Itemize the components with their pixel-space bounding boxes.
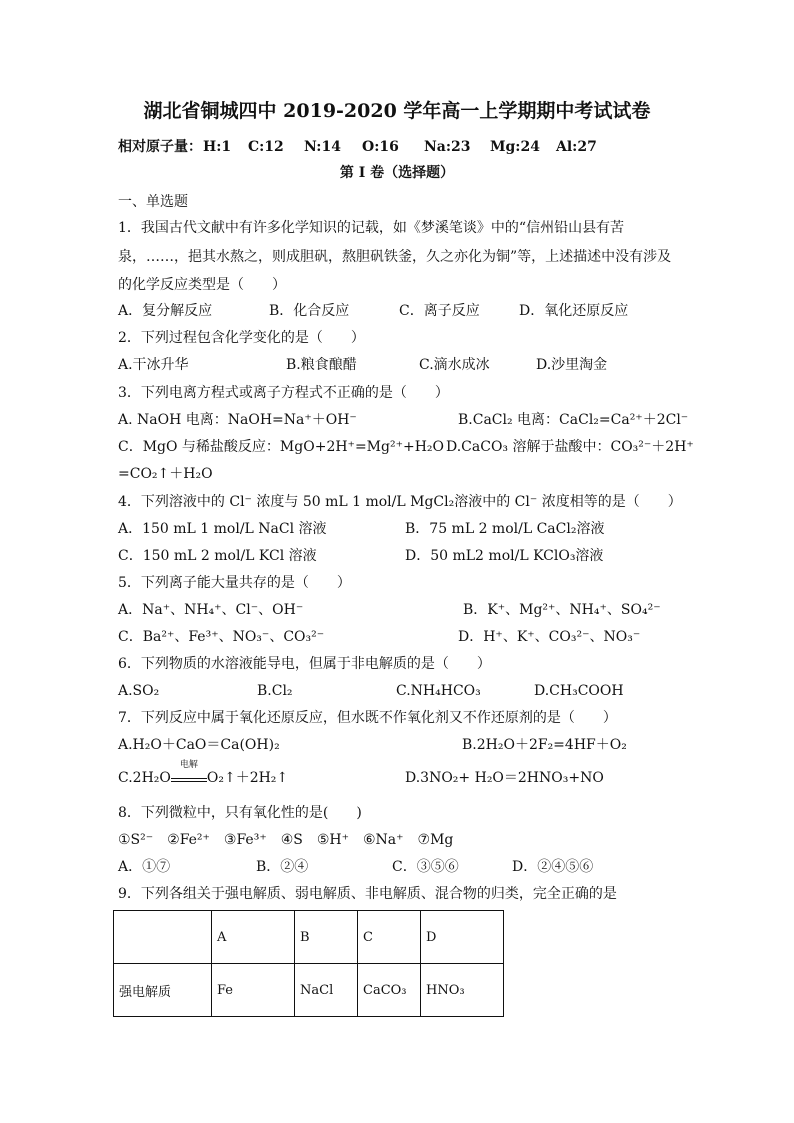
q3-option-a: A. NaOH 电离：NaOH=Na⁺＋OH⁻ [118,412,357,428]
q6-option-c: C.NH₄HCO₃ [396,683,481,699]
table-cell: 强电解质 [114,964,212,1017]
q8-option-c: C．③⑤⑥ [392,859,459,875]
atomic-mass-h: H:1 [203,139,232,155]
table-cell: Fe [212,964,295,1017]
q7-option-b: B.2H₂O＋2F₂=4HF＋O₂ [462,737,627,753]
atomic-mass-mg: Mg:24 [490,139,540,155]
q7-c-left: C.2H₂O [118,770,171,786]
atomic-mass-label: 相对原子量： [118,139,202,155]
q2-option-a: A.干冰升华 [118,357,189,373]
q5-option-d: D．H⁺、K⁺、CO₃²⁻、NO₃⁻ [458,629,641,645]
atomic-mass-n: N:14 [304,139,341,155]
table-cell: A [212,911,295,964]
q6-stem: 6．下列物质的水溶液能导电，但属于非电解质的是（ ） [118,656,491,672]
electrolysis-equals-sign [171,760,207,782]
page-title: 湖北省铜城四中 2019-2020 学年高一上学期期中考试试卷 [143,100,651,122]
q4-stem: 4．下列溶液中的 Cl⁻ 浓度与 50 mL 1 mol/L MgCl₂溶液中的 Cl⁻ 浓度相等的是（ ） [118,494,682,510]
q8-option-b: B．②④ [256,859,309,875]
q2-option-c: C.滴水成冰 [419,357,490,373]
table-cell [114,911,212,964]
q5-option-c: C．Ba²⁺、Fe³⁺、NO₃⁻、CO₃²⁻ [118,629,325,645]
q3-option-c: C．MgO 与稀盐酸反应：MgO+2H⁺=Mg²⁺+H₂O [118,439,445,455]
q7-option-c [118,760,289,787]
q8-items: ①S²⁻ ②Fe²⁺ ③Fe³⁺ ④S ⑤H⁺ ⑥Na⁺ ⑦Mg [118,832,454,848]
table-header-row [114,911,504,964]
q7-option-a: A.H₂O＋CaO＝Ca(OH)₂ [118,737,280,753]
table-cell: B [295,911,358,964]
q5-option-b: B．K⁺、Mg²⁺、NH₄⁺、SO₄²⁻ [463,602,661,618]
q1-line3: 的化学反应类型是（ ） [118,277,286,293]
table-cell: C [358,911,421,964]
q7-c-right: O₂↑＋2H₂↑ [206,770,289,786]
q3-option-d: D.CaCO₃ 溶解于盐酸中：CO₃²⁻＋2H⁺ [446,439,694,455]
q2-option-b: B.粮食酿醋 [286,357,357,373]
atomic-mass-al: Al:27 [556,139,597,155]
q4-option-d: D．50 mL2 mol/L KClO₃溶液 [405,548,604,564]
q9-table [113,910,504,1017]
q4-option-c: C．150 mL 2 mol/L KCl 溶液 [118,548,317,564]
q8-option-a: A．①⑦ [118,859,171,875]
atomic-mass-c: C:12 [248,139,284,155]
q1-line1: 1．我国古代文献中有许多化学知识的记载，如《梦溪笔谈》中的“信州铅山县有苦 [118,220,625,236]
q6-option-b: B.Cl₂ [257,683,293,699]
q5-option-a: A．Na⁺、NH₄⁺、Cl⁻、OH⁻ [118,602,304,618]
q6-option-a: A.SO₂ [118,683,160,699]
q2-stem: 2．下列过程包含化学变化的是（ ） [118,330,365,346]
atomic-mass-na: Na:23 [424,139,471,155]
q4-option-a: A．150 mL 1 mol/L NaCl 溶液 [118,521,327,537]
q1-line2: 泉，……，挹其水熬之，则成胆矾，熬胆矾铁釜，久之亦化为铜”等，上述描述中没有涉及 [118,249,672,265]
atomic-mass-o: O:16 [362,139,399,155]
q8-option-d: D．②④⑤⑥ [512,859,594,875]
part-heading: 一、单选题 [118,194,188,210]
electrolysis-condition: 电解 [179,760,198,770]
q4-option-b: B．75 mL 2 mol/L CaCl₂溶液 [405,521,605,537]
table-cell: D [421,911,504,964]
q6-option-d: D.CH₃COOH [534,683,624,699]
q1-option-a: A．复分解反应 [118,303,213,319]
q3-stem: 3．下列电离方程式或离子方程式不正确的是（ ） [118,385,449,401]
table-cell: HNO₃ [421,964,504,1017]
q1-option-d: D．氧化还原反应 [519,303,629,319]
q8-stem: 8．下列微粒中，只有氧化性的是( ) [118,805,362,821]
q7-option-d: D.3NO₂+ H₂O＝2HNO₃+NO [405,770,604,786]
q1-option-b: B．化合反应 [269,303,350,319]
q3-option-d-cont: =CO₂↑＋H₂O [118,466,213,482]
q9-stem: 9．下列各组关于强电解质、弱电解质、非电解质、混合物的归类，完全正确的是 [118,886,617,902]
q1-option-c: C．离子反应 [399,303,480,319]
table-cell: CaCO₃ [358,964,421,1017]
q3-option-b: B.CaCl₂ 电离：CaCl₂=Ca²⁺＋2Cl⁻ [458,412,689,428]
table-row [114,964,504,1017]
section-heading: 第 I 卷（选择题） [339,165,455,181]
q5-stem: 5．下列离子能大量共存的是（ ） [118,575,351,591]
q7-stem: 7．下列反应中属于氧化还原反应，但水既不作氧化剂又不作还原剂的是（ ） [118,710,617,726]
q2-option-d: D.沙里淘金 [536,357,608,373]
table-cell: NaCl [295,964,358,1017]
